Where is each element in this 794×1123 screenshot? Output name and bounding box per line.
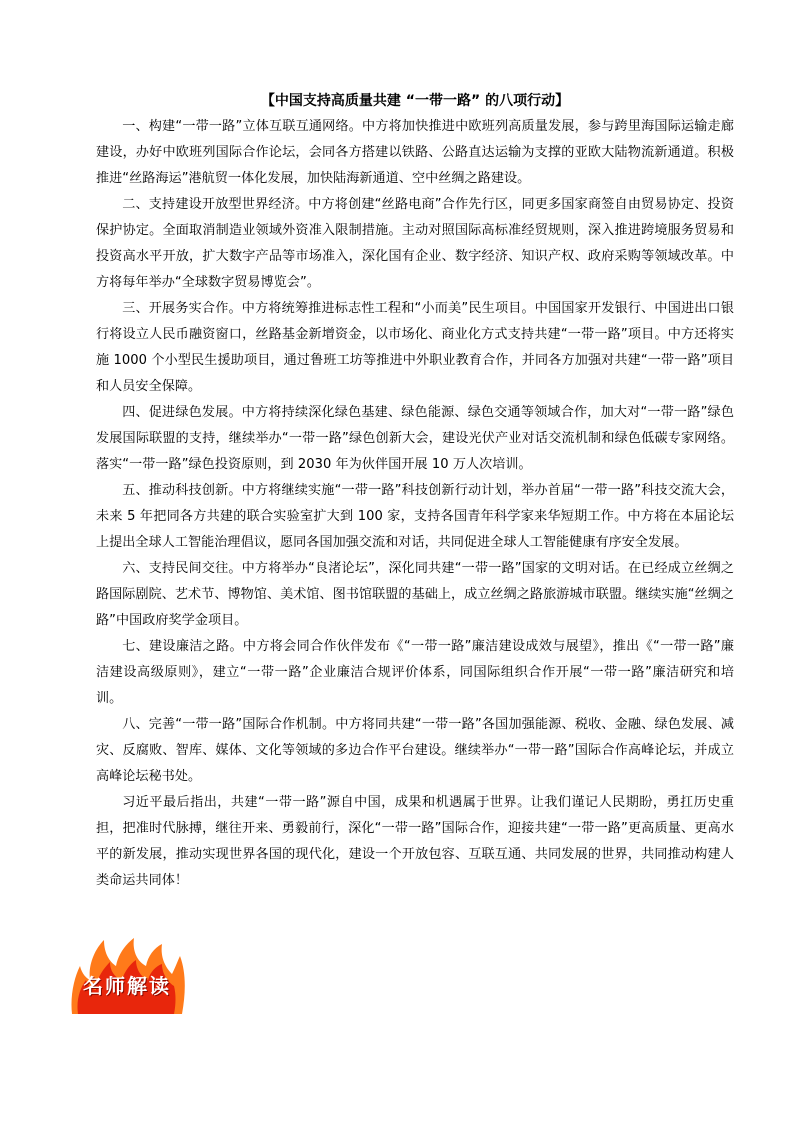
paragraph-7: 七、建设廉洁之路。中方将会同合作伙伴发布《“一带一路”廉洁建设成效与展望》，推出《“一带一路”廉洁建设高级原则》，建立“一带一路”企业廉洁合规评价体系，同国际组织合作开展“一带一路”廉洁研究和培训。 [96, 639, 734, 706]
paragraph-conclusion: 习近平最后指出，共建“一带一路”源自中国，成果和机遇属于世界。让我们谨记人民期盼，勇扛历史重担，把准时代脉搏，继往开来、勇毅前行，深化“一带一路”国际合作，迎接共建“一带一路”更高质量、更高水平的新发展，推动实现世界各国的现代化，建设一个开放包容、互联互通、共同发展的世界，共同推动构建人类命运共同体！ [96, 795, 734, 888]
badge-label: 名师解读 [83, 974, 171, 998]
paragraph-1: 一、构建“一带一路”立体互联互通网络。中方将加快推进中欧班列高质量发展，参与跨里海国际运输走廊建设，办好中欧班列国际合作论坛，会同各方搭建以铁路、公路直达运输为支撑的亚欧大陆物流新通道。积极推进“丝路海运”港航贸一体化发展，加快陆海新通道、空中丝绸之路建设。 [96, 119, 734, 186]
document-title: 【中国支持高质量共建 “一带一路” 的八项行动】 [260, 93, 570, 109]
paragraph-6: 六、支持民间交往。中方将举办“良渚论坛”，深化同共建“一带一路”国家的文明对话。在已经成立丝绸之路国际剧院、艺术节、博物馆、美术馆、图书馆联盟的基础上，成立丝绸之路旅游城市联盟。继续实施“丝绸之路”中国政府奖学金项目。 [96, 561, 734, 628]
paragraph-5: 五、推动科技创新。中方将继续实施“一带一路”科技创新行动计划，举办首届“一带一路”科技交流大会，未来 5 年把同各方共建的联合实验室扩大到 100 家，支持各国青年科学家来华短期工作。中方将在本届论坛上提出全球人工智能治理倡议，愿同各国加强交流和对话，共同促进全球人工智能健康有序安全发展。 [96, 483, 734, 550]
paragraph-8: 八、完善“一带一路”国际合作机制。中方将同共建“一带一路”各国加强能源、税收、金融、绿色发展、减灾、反腐败、智库、媒体、文化等领域的多边合作平台建设。继续举办“一带一路”国际合作高峰论坛，并成立高峰论坛秘书处。 [96, 717, 734, 784]
document-body [96, 90, 734, 894]
paragraph-2: 二、支持建设开放型世界经济。中方将创建“丝路电商”合作先行区，同更多国家商签自由贸易协定、投资保护协定。全面取消制造业领域外资准入限制措施。主动对照国际高标准经贸规则，深入推进跨境服务贸易和投资高水平开放，扩大数字产品等市场准入，深化国有企业、数字经济、知识产权、政府采购等领域改革。中方将每年举办“全球数字贸易博览会”。 [96, 197, 734, 290]
paragraph-4: 四、促进绿色发展。中方将持续深化绿色基建、绿色能源、绿色交通等领域合作，加大对“一带一路”绿色发展国际联盟的支持，继续举办“一带一路”绿色创新大会，建设光伏产业对话交流机制和绿色低碳专家网络。落实“一带一路”绿色投资原则，到 2030 年为伙伴国开展 10 万人次培训。 [96, 405, 734, 472]
expert-interpretation-badge [68, 936, 186, 1016]
paragraph-3: 三、开展务实合作。中方将统筹推进标志性工程和“小而美”民生项目。中国国家开发银行、中国进出口银行将设立人民币融资窗口，丝路基金新增资金，以市场化、商业化方式支持共建“一带一路”项目。中方还将实施 1000 个小型民生援助项目，通过鲁班工坊等推进中外职业教育合作，并同各方加强对共建“一带一路”项目和人员安全保障。 [96, 301, 734, 394]
